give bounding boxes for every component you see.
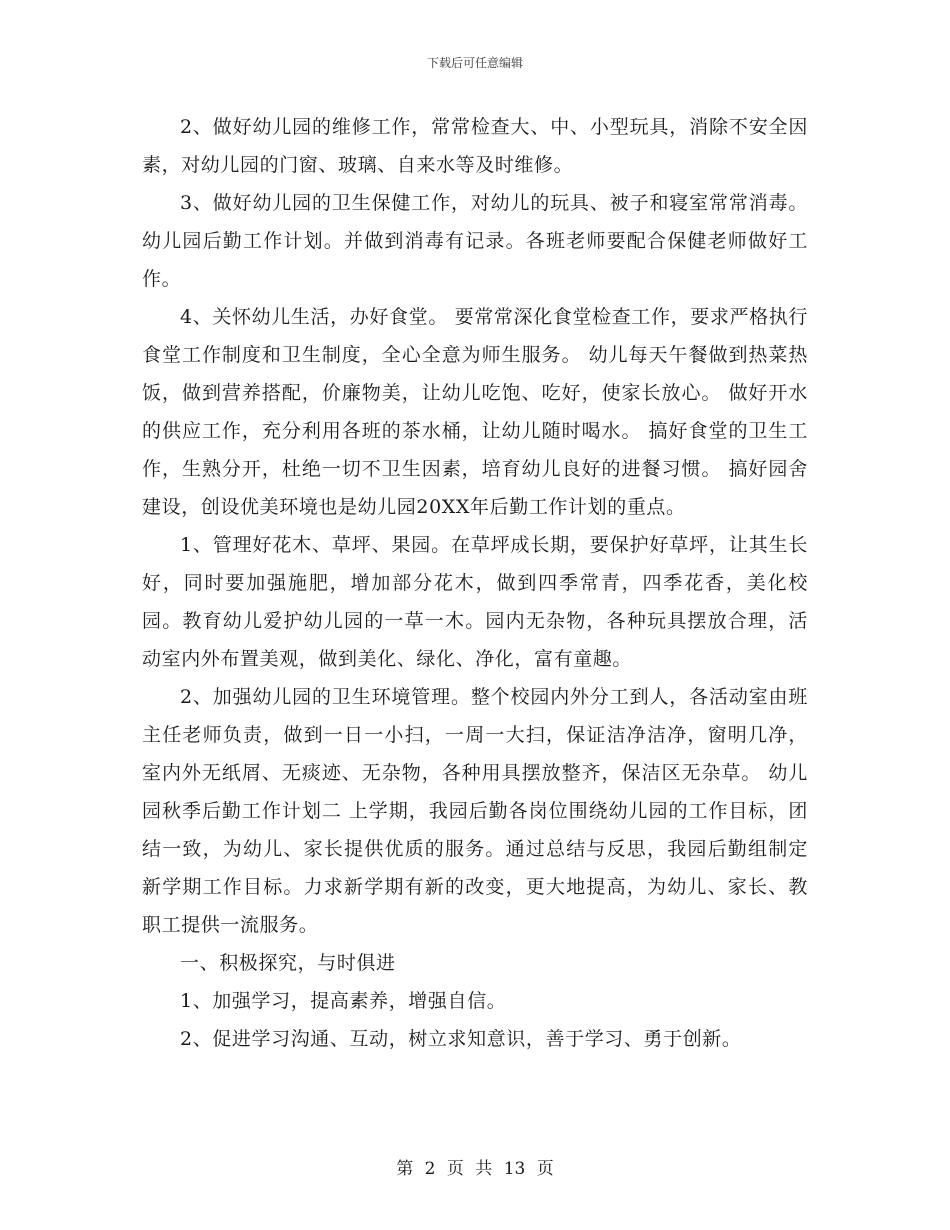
footer-page-word: 页 <box>446 1159 464 1179</box>
footer-suffix: 页 <box>536 1159 554 1179</box>
section-heading: 一、积极探究，与时俱进 <box>180 952 396 974</box>
paragraph-maintenance: 2、做好幼儿园的维修工作，常常检查大、中、小型玩具，消除不安全因素，对幼儿园的门窗、玻璃、自来水等及时维修。 <box>142 116 808 176</box>
paragraph-health-care: 3、做好幼儿园的卫生保健工作，对幼儿的玩具、被子和寝室常常消毒。幼儿园后勤工作计划。并做到消毒有记录。各班老师要配合保健老师做好工作。 <box>142 192 808 290</box>
header-note: 下载后可任意编辑 <box>426 56 523 70</box>
footer-current-page: 2 <box>424 1159 436 1179</box>
footer-total-word: 共 <box>475 1159 493 1179</box>
paragraph-communication: 2、促进学习沟通、互动，树立求知意识，善于学习、勇于创新。 <box>180 1028 742 1050</box>
document-body <box>142 108 808 1058</box>
paragraph-study: 1、加强学习，提高素养，增强自信。 <box>180 990 507 1012</box>
footer-total-pages: 13 <box>503 1159 526 1179</box>
footer-prefix: 第 <box>396 1159 414 1179</box>
paragraph-gardening: 1、管理好花木、草坪、果园。在草坪成长期，要保护好草坪，让其生长好，同时要加强施肥，增加部分花木，做到四季常青，四季花香，美化校园。教育幼儿爱护幼儿园的一草一木。园内无杂物，各种玩具摆放合理，活动室内外布置美观，做到美化、绿化、净化，富有童趣。 <box>142 534 808 670</box>
page-footer <box>0 1154 950 1179</box>
paragraph-canteen: 4、关怀幼儿生活，办好食堂。 要常常深化食堂检查工作，要求严格执行食堂工作制度和卫生制度，全心全意为师生服务。 幼儿每天午餐做到热菜热饭，做到营养搭配，价廉物美，让幼儿吃饱、吃好，使家长放心。 做好开水的供应工作，充分利用各班的茶水桶，让幼儿随时喝水。 搞好食堂的卫生工作，生熟分开，杜绝一切不卫生因素，培育幼儿良好的进餐习惯。 搞好园舍建设，创设优美环境也是幼儿园20XX年后勤工作计划的重点。 <box>142 306 808 518</box>
paragraph-sanitation: 2、加强幼儿园的卫生环境管理。整个校园内外分工到人，各活动室由班主任老师负责，做到一日一小扫，一周一大扫，保证洁净洁净，窗明几净，室内外无纸屑、无痰迹、无杂物，各种用具摆放整齐，保洁区无杂草。 幼儿园秋季后勤工作计划二 上学期，我园后勤各岗位围绕幼儿园的工作目标，团结一致，为幼儿、家长提供优质的服务。通过总结与反思，我园后勤组制定新学期工作目标。力求新学期有新的改变，更大地提高，为幼儿、家长、教职工提供一流服务。 <box>142 686 808 936</box>
